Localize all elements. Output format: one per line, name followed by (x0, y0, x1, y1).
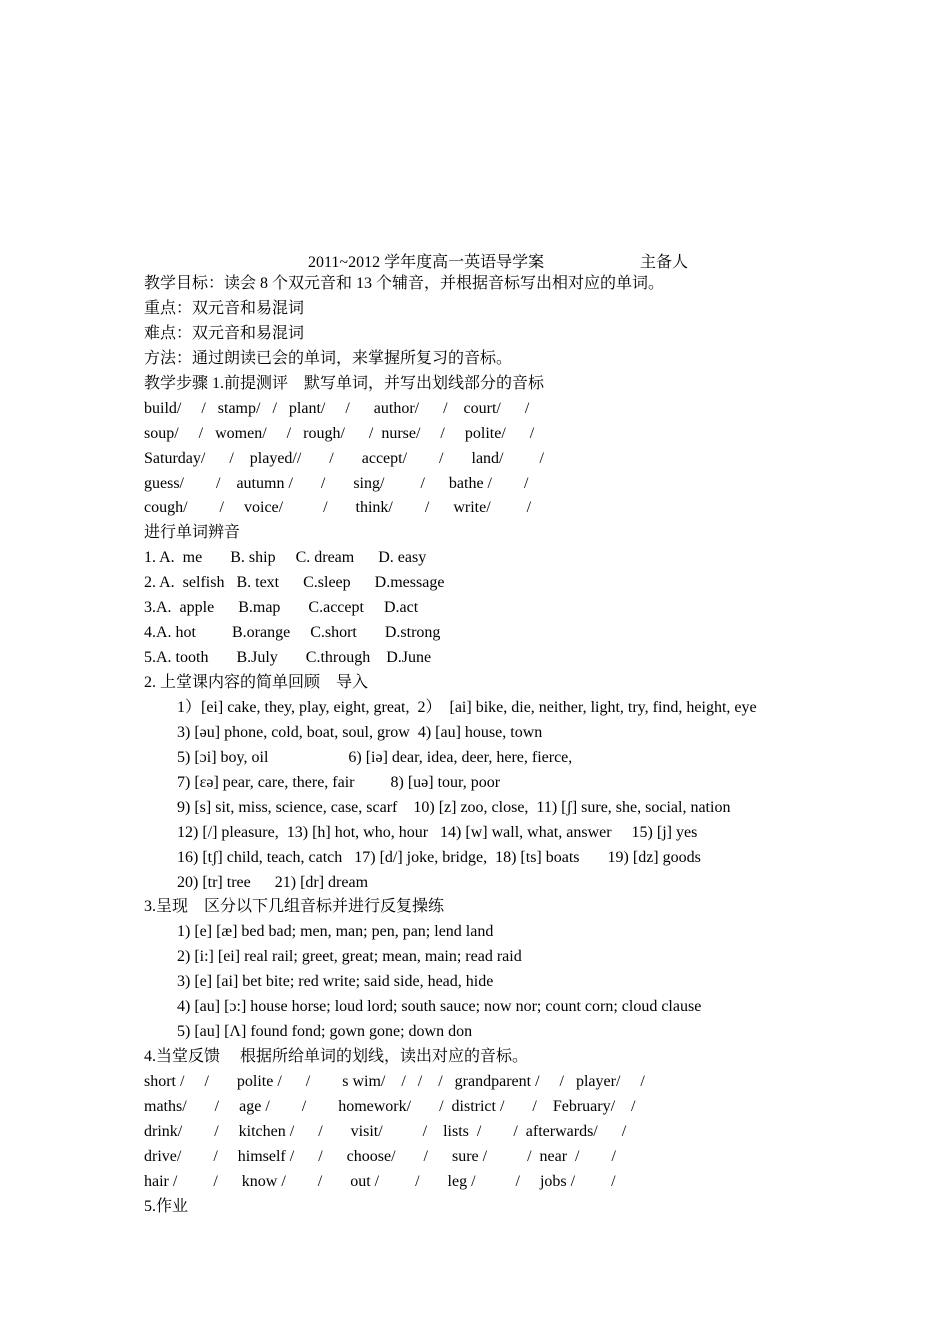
text-line: 12) [/] pleasure, 13) [h] hot, who, hour 14) [w] wall, what, answer 15) [j] yes (177, 823, 698, 841)
text-line: 1）[ei] cake, they, play, eight, great, 2） [ai] bike, die, neither, light, try, find, height, eye (177, 698, 757, 716)
text-line: guess/ / autumn / / sing/ / bathe / / (144, 474, 529, 492)
text-line: 5.A. tooth B.July C.through D.June (144, 649, 432, 667)
text-line: 3.呈现 区分以下几组音标并进行反复操练 (144, 898, 445, 916)
text-line: 3) [e] [ai] bet bite; red write; said side, head, hide (177, 973, 494, 991)
author-label: 主备人 (640, 254, 689, 271)
text-line: maths/ / age / / homework/ / district / / February/ / (144, 1097, 636, 1115)
text-line: 2) [i:] [ei] real rail; greet, great; mean, main; read raid (177, 948, 522, 966)
text-line: 2. 上堂课内容的简单回顾 导入 (144, 674, 369, 691)
text-line: 进行单词辨音 (144, 524, 241, 542)
text-line: 3) [əu] phone, cold, boat, soul, grow 4) [au] house, town (177, 723, 543, 741)
text-line: drink/ / kitchen / / visit/ / lists / / afterwards/ / (144, 1122, 627, 1140)
text-line: 1. A. me B. ship C. dream D. easy (144, 549, 427, 567)
text-line: soup/ / women/ / rough/ / nurse/ / polite/ / (144, 424, 535, 442)
text-line: 4.当堂反馈 根据所给单词的划线，读出对应的音标。 (144, 1048, 529, 1066)
text-line: 16) [tʃ] child, teach, catch 17) [d/] joke, bridge, 18) [ts] boats 19) [dz] goods (177, 848, 701, 866)
document-title: 2011~2012 学年度高一英语导学案 (308, 254, 545, 271)
text-line: short / / polite / / s wim/ / / / grandparent / / player/ / (144, 1073, 645, 1090)
text-line: 2. A. selfish B. text C.sleep D.message (144, 574, 445, 592)
text-line: 难点：双元音和易混词 (144, 324, 305, 342)
text-line: 3.A. apple B.map C.accept D.act (144, 599, 419, 617)
text-line: 20) [tr] tree 21) [dr] dream (177, 873, 369, 891)
text-line: build/ / stamp/ / plant/ / author/ / court/ / (144, 399, 530, 417)
text-line: 5) [ɔi] boy, oil 6) [iə] dear, idea, deer, here, fierce, (177, 748, 573, 766)
text-line: 5.作业 (144, 1197, 189, 1215)
text-line: 教学步骤 1.前提测评 默写单词，并写出划线部分的音标 (144, 374, 545, 392)
text-line: Saturday/ / played// / accept/ / land/ / (144, 449, 544, 467)
text-line: 7) [εə] pear, care, there, fair 8) [uə] tour, poor (177, 773, 501, 791)
text-line: 4) [au] [ɔ:] house horse; loud lord; south sauce; now nor; count corn; cloud clause (177, 998, 702, 1016)
text-line: 9) [s] sit, miss, science, case, scarf 10) [z] zoo, close, 11) [ʃ] sure, she, social, nation (177, 798, 731, 816)
text-line: 重点：双元音和易混词 (144, 299, 305, 317)
text-line: 方法：通过朗读已会的单词，来掌握所复习的音标。 (144, 349, 513, 367)
text-line: 5) [au] [Λ] found fond; gown gone; down don (177, 1023, 473, 1041)
text-line: cough/ / voice/ / think/ / write/ / (144, 499, 532, 517)
text-line: 4.A. hot B.orange C.short D.strong (144, 624, 441, 642)
document-body (144, 272, 924, 1220)
text-line: 1) [e] [æ] bed bad; men, man; pen, pan; lend land (177, 923, 494, 941)
text-line: hair / / know / / out / / leg / / jobs / / (144, 1172, 616, 1190)
text-line: drive/ / himself / / choose/ / sure / / near / / (144, 1147, 616, 1165)
text-line: 教学目标：读会 8 个双元音和 13 个辅音，并根据音标写出相对应的单词。 (144, 275, 665, 292)
